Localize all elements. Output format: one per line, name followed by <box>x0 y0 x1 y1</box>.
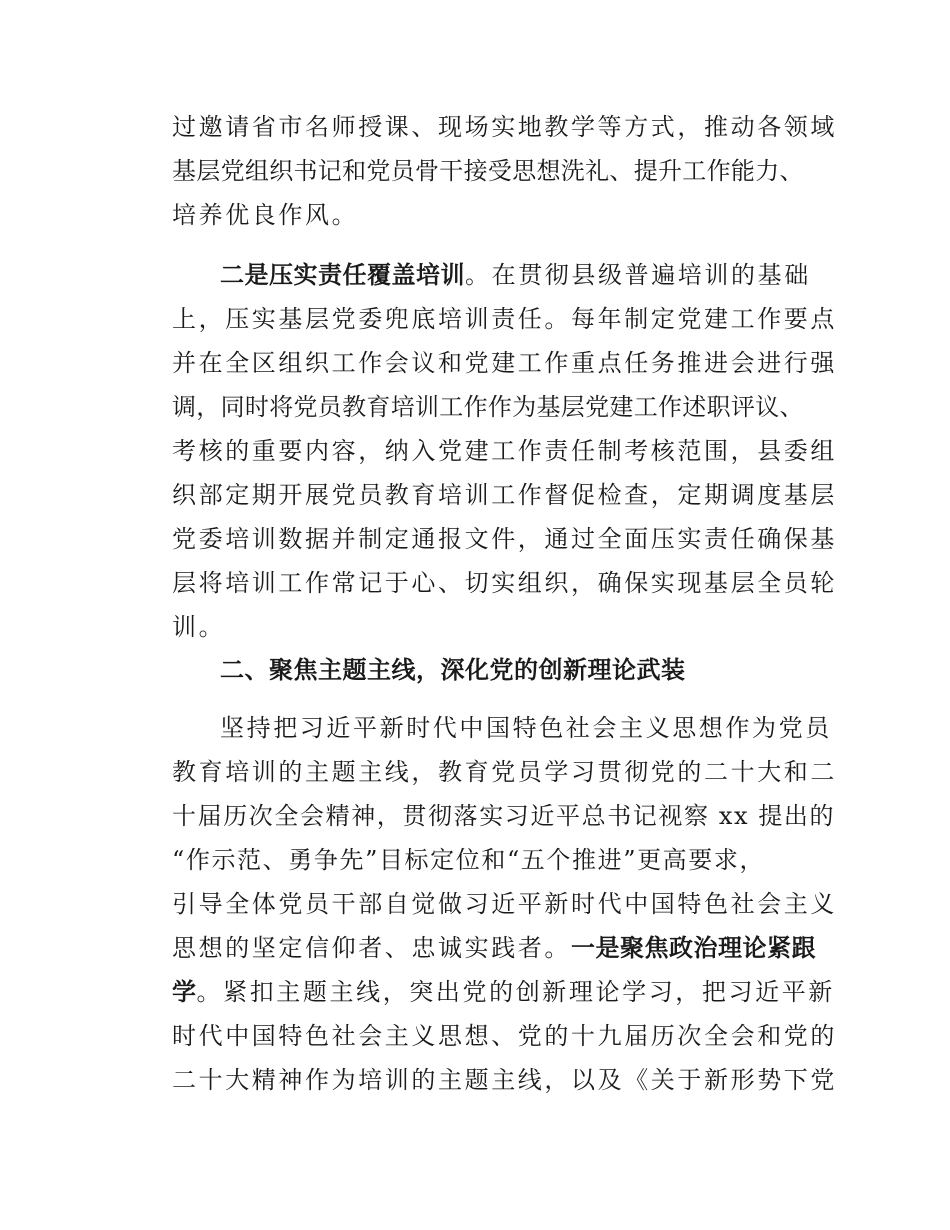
paragraph-line: 二十大精神作为培训的主题主线，以及《关于新形势下党 <box>172 1066 837 1094</box>
paragraph-line: 调，同时将党员教育培训工作作为基层党建工作述职评议、 <box>172 393 804 421</box>
paragraph-line: 织部定期开展党员教育培训工作督促检查，定期调度基层 <box>172 481 837 509</box>
paragraph-line: 引导全体党员干部自觉做习近平新时代中国特色社会主义 <box>172 890 837 918</box>
paragraph-line: 教育培训的主题主线，教育党员学习贯彻党的二十大和二 <box>172 758 837 786</box>
paragraph-line: 时代中国特色社会主义思想、党的十九届历次全会和党的 <box>172 1022 837 1050</box>
bold-text: 学 <box>172 978 197 1006</box>
paragraph-line: 层将培训工作常记于心、切实组织，确保实现基层全员轮 <box>172 569 837 597</box>
paragraph-line: 培养优良作风。 <box>172 201 359 229</box>
paragraph-line: 并在全区组织工作会议和党建工作重点任务推进会进行强 <box>172 349 837 377</box>
paragraph-line: 过邀请省市名师授课、现场实地教学等方式，推动各领域 <box>172 113 837 141</box>
lead-bold-text: 二是压实责任覆盖培训 <box>220 261 465 289</box>
paragraph-line: 上，压实基层党委兜底培训责任。每年制定党建工作要点 <box>172 305 837 333</box>
paragraph-lead-line <box>220 255 820 295</box>
paragraph-line-mixed <box>172 928 816 968</box>
paragraph-line: 党委培训数据并制定通报文件，通过全面压实责任确保基 <box>172 525 837 553</box>
plain-text: 。紧扣主题主线，突出党的创新理论学习，把习近平新 <box>196 978 835 1006</box>
lead-plain-text: 。在贯彻县级普遍培训的基础 <box>465 261 811 289</box>
plain-text: 思想的坚定信仰者、忠诚实践者。 <box>172 934 571 962</box>
paragraph-line-mixed <box>172 972 835 1012</box>
bold-text: 一是聚焦政治理论紧跟 <box>571 934 816 962</box>
paragraph-line: 十届历次全会精神，贯彻落实习近平总书记视察 xx 提出的 <box>172 802 836 830</box>
paragraph-line: 考核的重要内容，纳入党建工作责任制考核范围，县委组 <box>172 437 837 465</box>
paragraph-line: “作示范、勇争先”目标定位和“五个推进”更高要求， <box>172 846 766 874</box>
paragraph-line: 基层党组织书记和党员骨干接受思想洗礼、提升工作能力、 <box>172 157 804 185</box>
section-heading: 二、聚焦主题主线，深化党的创新理论武装 <box>220 656 686 684</box>
paragraph-line: 训。 <box>172 613 226 641</box>
paragraph-line: 坚持把习近平新时代中国特色社会主义思想作为党员 <box>220 714 832 742</box>
